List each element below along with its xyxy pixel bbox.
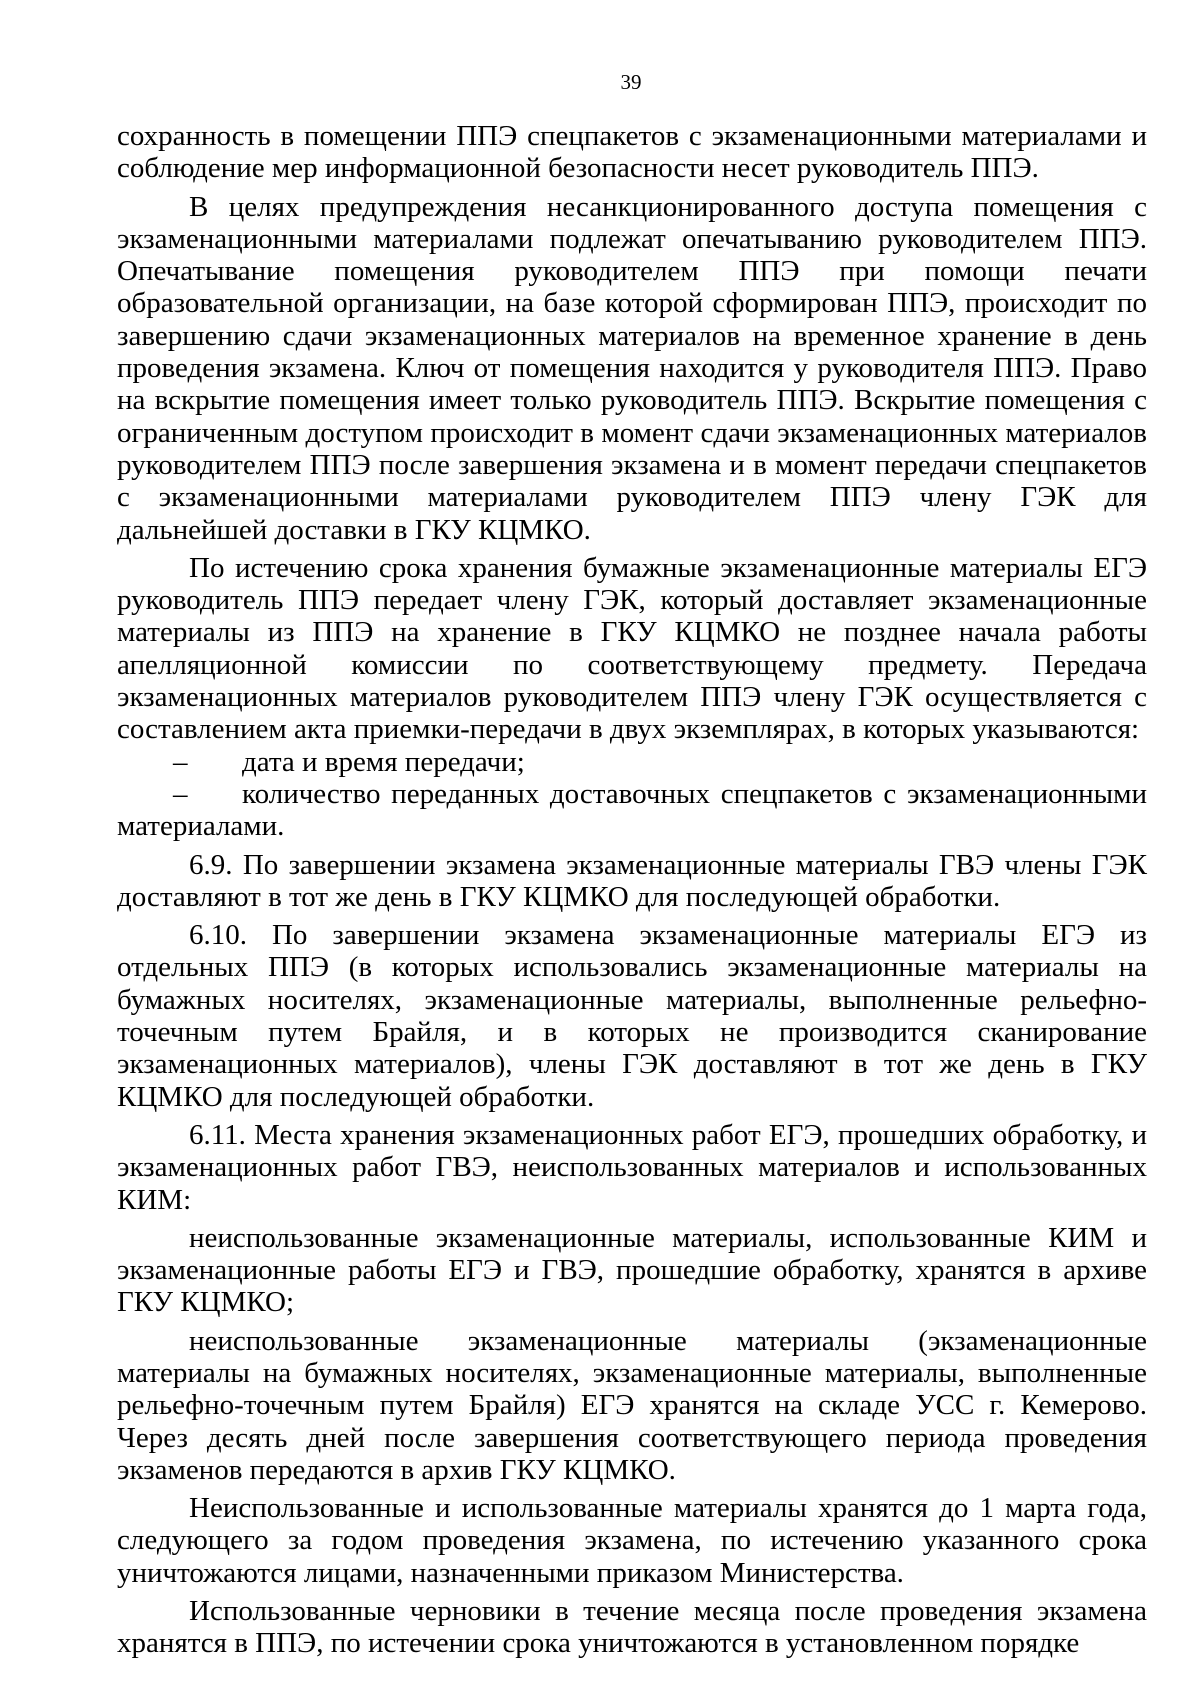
list-item <box>117 778 1147 843</box>
paragraph-drafts: Использованные черновики в течение месяца после проведения экзамена хранятся в ППЭ, по истечении срока уничтожаются в установленном порядке <box>117 1595 1147 1660</box>
document-body <box>117 120 1147 1660</box>
list-dash: – <box>173 745 188 778</box>
page-number: 39 <box>620 70 642 94</box>
list-item-text: количество переданных доставочных спецпакетов с экзаменационными материалами. <box>117 777 1147 843</box>
paragraph-continuation: сохранность в помещении ППЭ спецпакетов с экзаменационными материалами и соблюдение мер информационной безопасности несет руководитель ППЭ. <box>117 120 1147 185</box>
list-item <box>117 746 1147 778</box>
paragraph-sealing-rooms: В целях предупреждения несанкционированного доступа помещения с экзаменационными материалами подлежат опечатыванию руководителем ППЭ. Опечатывание помещения руководителем ППЭ при помощи печати образовательной организации, на базе которой сформирован ППЭ, происходит по завершению сдачи экзаменационных материалов на временное хранение в день проведения экзамена. Ключ от помещения находится у руководителя ППЭ. Право на вскрытие помещения имеет только руководитель ППЭ. Вскрытие помещения с ограниченным доступом происходит в момент сдачи экзаменационных материалов руководителем ППЭ после завершения экзамена и в момент передачи спецпакетов с экзаменационными материалами руководителем ППЭ члену ГЭК для дальнейшей доставки в ГКУ КЦМКО. <box>117 190 1147 546</box>
paragraph-archive-storage: неиспользованные экзаменационные материалы, использованные КИМ и экзаменационные работы ЕГЭ и ГВЭ, прошедшие обработку, хранятся в архиве ГКУ КЦМКО; <box>117 1221 1147 1319</box>
paragraph-retention-period: Неиспользованные и использованные материалы хранятся до 1 марта года, следующего за годом проведения экзамена, по истечению указанного срока уничтожаются лицами, назначенными приказом Министерства. <box>117 1492 1147 1589</box>
paragraph-6-11: 6.11. Места хранения экзаменационных работ ЕГЭ, прошедших обработку, и экзаменационных работ ГВЭ, неиспользованных материалов и использованных КИМ: <box>117 1118 1147 1216</box>
paragraph-6-9: 6.9. По завершении экзамена экзаменационные материалы ГВЭ члены ГЭК доставляют в тот же день в ГКУ КЦМКО для последующей обработки. <box>117 848 1147 913</box>
paragraph-6-10: 6.10. По завершении экзамена экзаменационные материалы ЕГЭ из отдельных ППЭ (в которых использовались экзаменационные материалы на бумажных носителях, экзаменационные материалы, выполненные рельефно-точечным путем Брайля, и в которых не производится сканирование экзаменационных материалов), члены ГЭК доставляют в тот же день в ГКУ КЦМКО для последующей обработки. <box>117 919 1147 1113</box>
list-item-text: дата и время передачи; <box>242 745 525 778</box>
list-dash: – <box>173 777 188 810</box>
paragraph-warehouse-storage: неиспользованные экзаменационные материалы (экзаменационные материалы на бумажных носителях, экзаменационные материалы, выполненные рельефно-точечным путем Брайля) ЕГЭ хранятся на складе УСС г. Кемерово. Через десять дней после завершения соответствующего периода проведения экзаменов передаются в архив ГКУ КЦМКО. <box>117 1324 1147 1486</box>
paragraph-storage-expiry: По истечению срока хранения бумажные экзаменационные материалы ЕГЭ руководитель ППЭ передает члену ГЭК, который доставляет экзаменационные материалы из ППЭ на хранение в ГКУ КЦМКО не позднее начала работы апелляционной комиссии по соответствующему предмету. Передача экзаменационных материалов руководителем ППЭ члену ГЭК осуществляется с составлением акта приемки-передачи в двух экземплярах, в которых указываются: <box>117 551 1147 746</box>
